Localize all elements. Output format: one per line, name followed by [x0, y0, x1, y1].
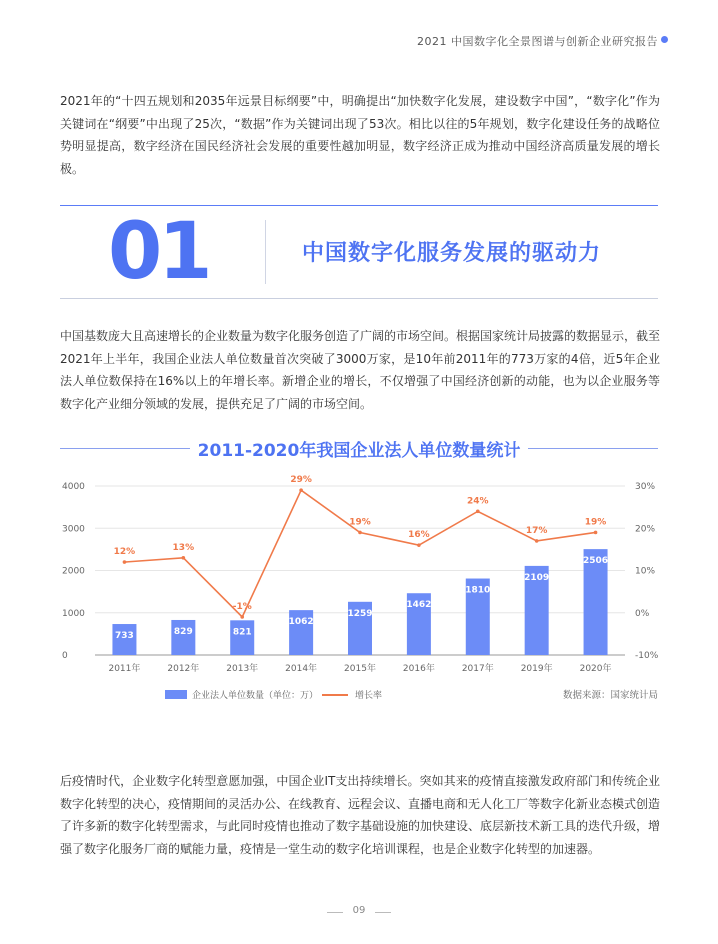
bar-value-label: 733 [115, 631, 134, 642]
section-header [60, 205, 658, 299]
y-left-tick-label: 4000 [62, 482, 85, 492]
section-divider [265, 220, 266, 284]
bar-value-label: 2506 [583, 556, 609, 567]
growth-rate-point [417, 543, 421, 547]
y-right-tick-label: 20% [635, 524, 656, 535]
report-header-title: 2021 中国数字化全景图谱与创新企业研究报告 [417, 35, 658, 48]
bar [171, 620, 195, 655]
growth-rate-label: 17% [525, 525, 548, 536]
x-tick-label: 2016年 [402, 664, 435, 674]
growth-rate-label: 16% [408, 530, 430, 541]
body-paragraph-2: 后疫情时代，企业数字化转型意愿加强，中国企业IT支出持续增长。突如其来的疫情直接激发政府部门和传统企业数字化转型的决心，疫情期间的灵活办公、在线教育、远程会议、直播电商和无人化工厂等数字化新业态模式创造了许多新的数字化转型需求，与此同时疫情也推动了数字基础设施的加快建设、底层新技术新工具的迭代升级，增强了数字化服务厂商的赋能力量，疫情是一堂生动的数字化培训课程，也是企业数字化转型的加速器。 [60, 774, 661, 856]
growth-rate-point [476, 510, 480, 514]
y-right-tick-label: 10% [635, 566, 656, 577]
y-right-tick-label: 30% [635, 482, 656, 492]
legend-bar-swatch [165, 690, 187, 699]
chart-title-rule-right [528, 448, 658, 449]
y-right-tick-label: 0% [635, 608, 650, 619]
x-tick-label: 2013年 [226, 664, 259, 674]
x-tick-label: 2015年 [344, 664, 376, 674]
y-left-tick-label: 0 [62, 651, 68, 661]
body-paragraph-1: 中国基数庞大且高速增长的企业数量为数字化服务创造了广阔的市场空间。根据国家统计局披露的数据显示，截至2021年上半年，我国企业法人单位数量首次突破了3000万家，是10年前2011年的773万家的4倍，近5年企业法人单位数保持在16%以上的年增长率。新增企业的增长，不仅增强了中国经济创新的动能，也为以企业服务等数字化产业细分领域的发展，提供充足了广阔的市场空间。 [60, 329, 661, 411]
chart-title: 2011-2020年我国企业法人单位数量统计 [197, 441, 521, 461]
bar-value-label: 1259 [347, 608, 373, 619]
bar [230, 620, 254, 655]
chart-source: 数据来源：国家统计局 [562, 690, 658, 701]
legend-bar-label: 企业法人单位数量（单位：万） [192, 691, 319, 701]
growth-rate-label: 24% [467, 496, 489, 507]
growth-rate-label: -1% [232, 601, 252, 612]
y-left-tick-label: 2000 [62, 566, 85, 577]
growth-rate-point [182, 556, 186, 560]
growth-rate-point [358, 531, 362, 535]
page-dash-right [375, 912, 391, 913]
x-tick-label: 2019年 [520, 664, 553, 674]
bar-value-label: 1810 [465, 585, 491, 596]
y-left-tick-label: 3000 [62, 524, 85, 535]
intro-paragraph: 2021年的“十四五规划和2035年远景目标纲要”中，明确提出“加快数字化发展，建设数字中国”，“数字化”作为关键词在“纲要”中出现了25次，“数据”作为关键词出现了53次。相比以往的5年规划，数字化建设任务的战略位势明显提高，数字经济在国民经济社会发展的重要性越加明显，数字经济正成为推动中国经济高质量发展的增长极。 [60, 94, 660, 176]
x-tick-label: 2012年 [167, 664, 200, 674]
growth-rate-point [123, 560, 127, 564]
bar-value-label: 829 [173, 626, 193, 637]
growth-rate-point [535, 539, 539, 543]
header-dot-icon [661, 36, 668, 43]
x-tick-label: 2011年 [108, 664, 141, 674]
x-tick-label: 2014年 [285, 664, 318, 674]
legend-line-label: 增长率 [355, 691, 383, 701]
legend-line-swatch [322, 694, 348, 696]
growth-rate-label: 19% [349, 517, 371, 528]
growth-rate-label: 13% [172, 542, 195, 553]
x-tick-label: 2017年 [461, 664, 494, 674]
section-number: 01 [108, 207, 209, 297]
growth-rate-point [240, 615, 244, 619]
growth-rate-point [299, 488, 303, 492]
chart-plot [0, 470, 718, 680]
y-left-tick-label: 1000 [62, 608, 85, 619]
growth-rate-label: 12% [113, 547, 136, 558]
growth-rate-label: 19% [584, 517, 607, 528]
bar-value-label: 821 [232, 627, 252, 638]
growth-rate-point [594, 531, 598, 535]
y-right-tick-label: -10% [635, 651, 659, 661]
x-tick-label: 2020年 [579, 664, 612, 674]
bar-value-label: 1062 [288, 617, 314, 628]
page-number: 09 [352, 905, 366, 916]
section-title: 中国数字化服务发展的驱动力 [302, 241, 602, 266]
bar-value-label: 2109 [524, 572, 550, 583]
bar-value-label: 1462 [406, 600, 432, 611]
growth-rate-label: 29% [290, 475, 312, 486]
